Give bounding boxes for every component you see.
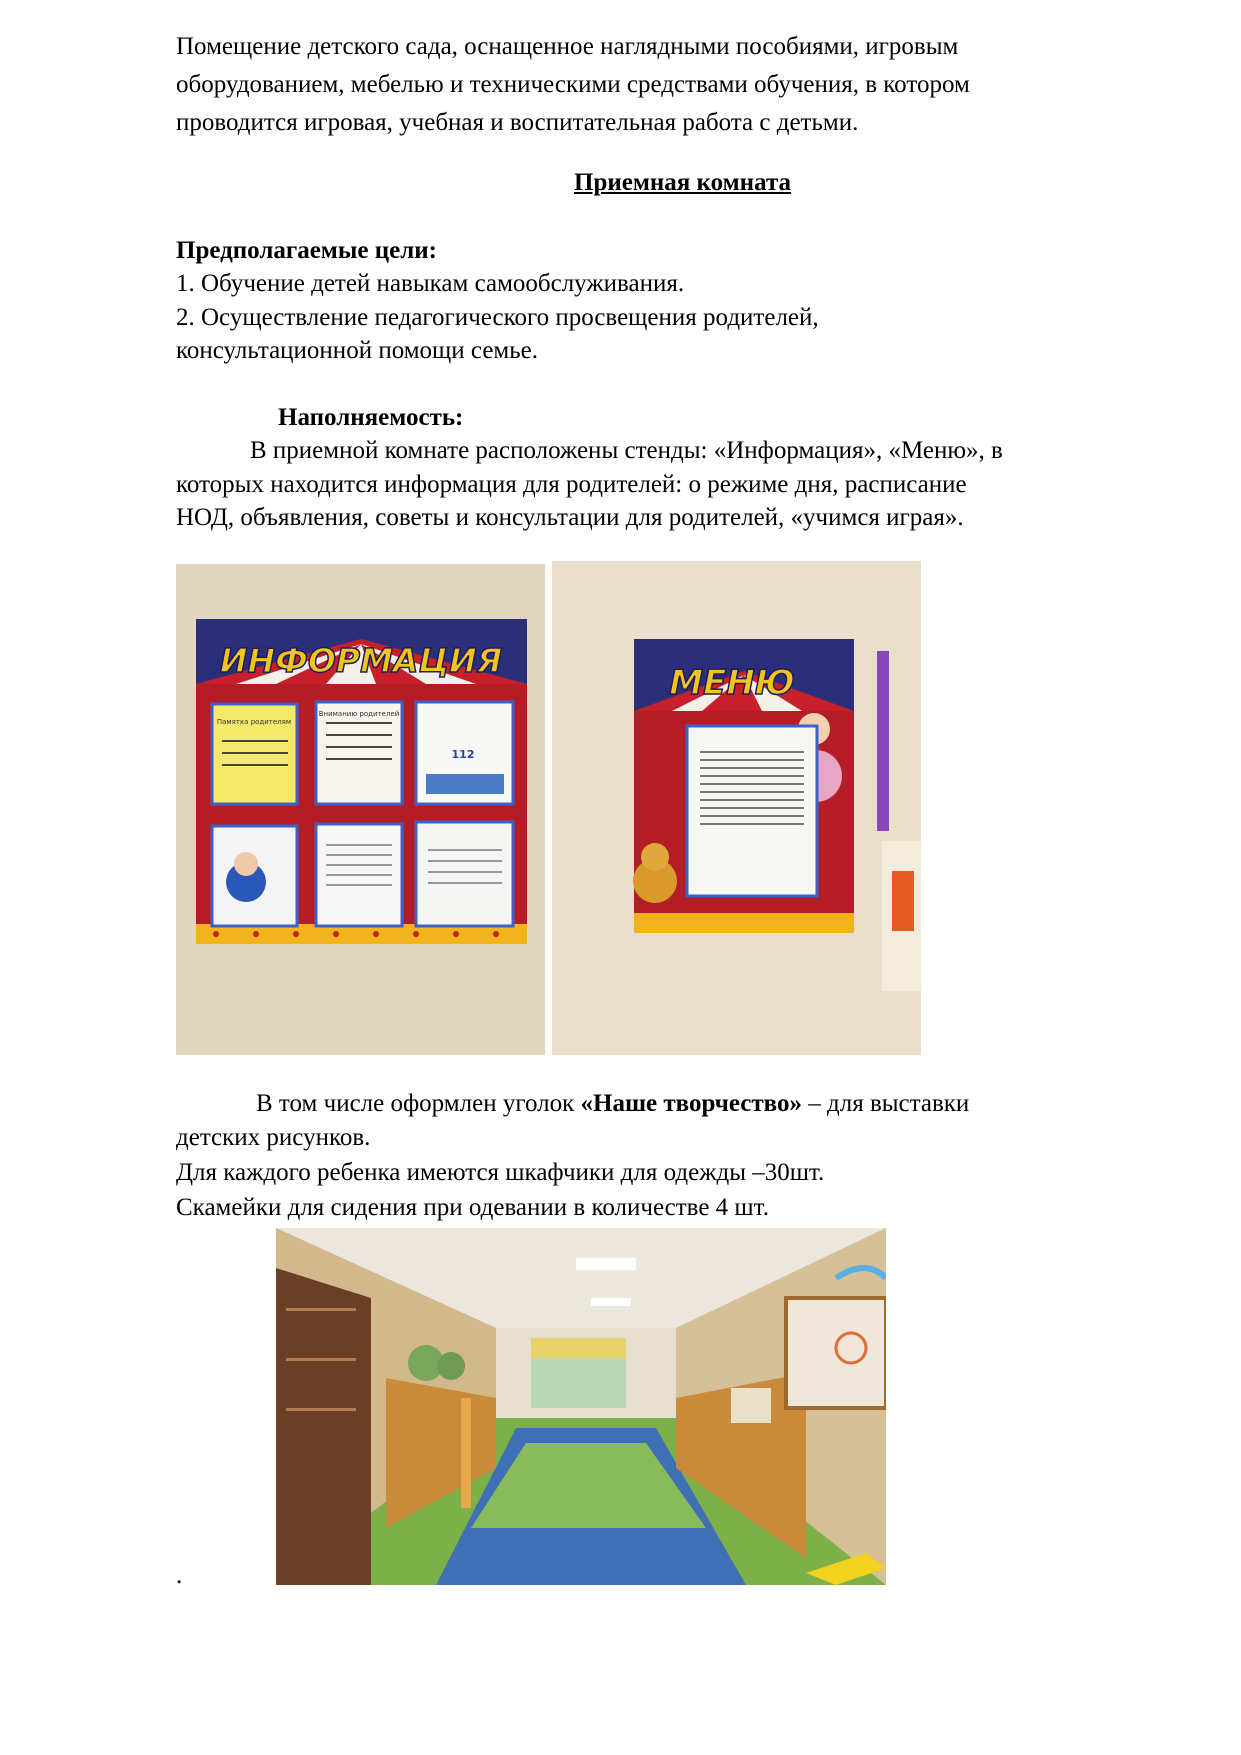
info-panel-2-title: Вниманию родителей	[318, 710, 400, 718]
goal-item-2: 2. Осуществление педагогического просвещения родителей,	[176, 304, 819, 331]
intro-line-1: Помещение детского сада, оснащенное наглядными пособиями, игровым	[176, 33, 959, 60]
intro-line-3: проводится игровая, учебная и воспитательная работа с детьми.	[176, 109, 859, 136]
corner-text-post: – для выставки	[802, 1090, 970, 1117]
info-board-photo	[176, 564, 545, 1055]
menu-board-title: МЕНЮ	[669, 663, 795, 703]
goal-item-1: 1. Обучение детей навыкам самообслуживания.	[176, 270, 685, 297]
corner-name: «Наше творчество»	[580, 1090, 802, 1117]
goals-heading: Предполагаемые цели:	[176, 237, 437, 264]
info-panel-number: 112	[451, 748, 475, 761]
benches-text: Скамейки для сидения при одевании в количестве 4 шт.	[176, 1194, 769, 1221]
intro-line-2: оборудованием, мебелью и техническими средствами обучения, в котором	[176, 71, 970, 98]
fill-paragraph	[176, 435, 1150, 535]
fill-line-1: В приемной комнате расположены стенды: «Информация», «Меню», в	[250, 437, 1003, 464]
footer-dot: .	[176, 1562, 183, 1589]
corridor-photo	[276, 1228, 886, 1585]
corner-line-2: детских рисунков.	[176, 1124, 371, 1151]
fill-heading: Наполняемость:	[278, 404, 464, 431]
section-title: Приемная комната	[574, 169, 792, 196]
lockers-text: Для каждого ребенка имеются шкафчики для одежды –30шт.	[176, 1159, 825, 1186]
corner-line-1	[256, 1088, 969, 1121]
info-board-title: ИНФОРМАЦИЯ	[219, 641, 503, 680]
fill-line-3: НОД, объявления, советы и консультации для родителей, «учимся играя».	[176, 504, 964, 531]
fill-line-2: которых находится информация для родителей: о режиме дня, расписание	[176, 470, 967, 498]
corner-text-pre: В том числе оформлен уголок	[256, 1090, 581, 1117]
menu-board-photo	[552, 561, 921, 1055]
goal-item-2-continued: консультационной помощи семье.	[176, 337, 538, 364]
info-panel-1-title: Памятка родителям	[216, 718, 292, 726]
